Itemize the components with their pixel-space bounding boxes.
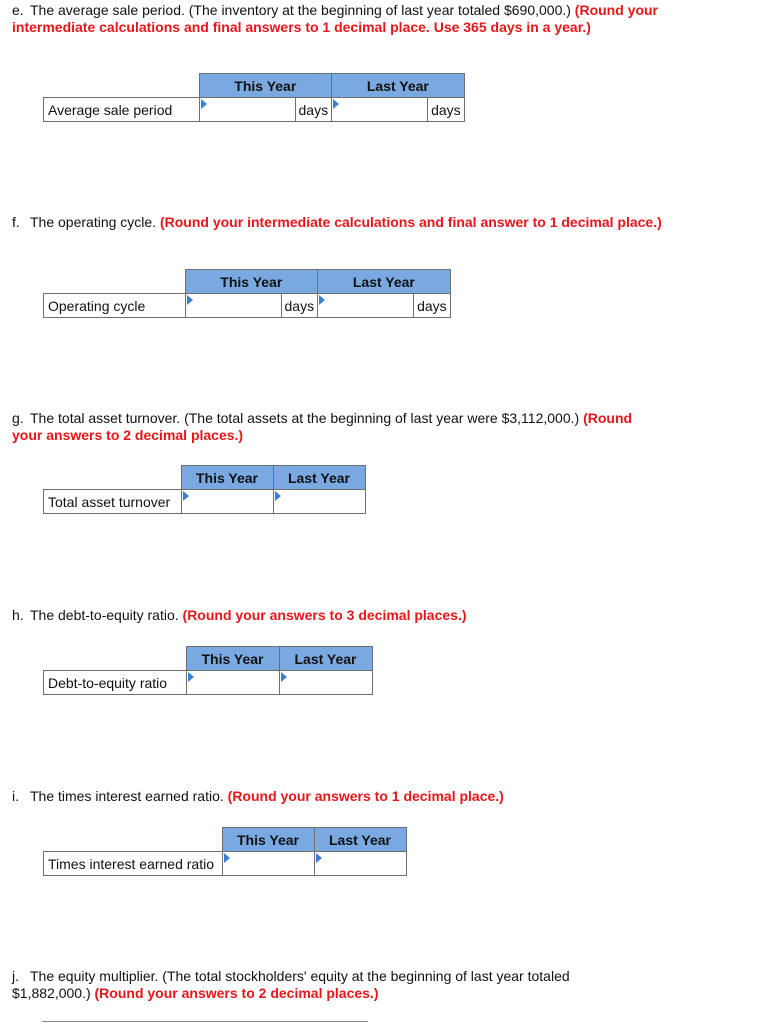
unit-label: days — [281, 294, 318, 318]
unit-label: days — [414, 294, 451, 318]
this-year-input[interactable] — [185, 294, 281, 318]
question-letter: f. — [12, 214, 20, 230]
col-header-this-year: This Year — [199, 74, 332, 98]
answer-table-g — [43, 465, 366, 514]
arrow-marker-icon — [319, 295, 325, 305]
answer-table-f — [43, 269, 451, 318]
question-i — [12, 788, 662, 805]
question-g — [12, 410, 662, 443]
last-year-input[interactable] — [318, 294, 414, 318]
question-f — [12, 214, 662, 231]
rounding-note: (Round your answers to 3 decimal places.) — [182, 607, 467, 623]
col-header-this-year: This Year — [222, 828, 314, 852]
arrow-marker-icon — [183, 491, 189, 501]
row-label: Average sale period — [44, 98, 200, 122]
unit-label: days — [428, 98, 465, 122]
last-year-input[interactable] — [273, 490, 365, 514]
question-letter: i. — [12, 788, 19, 804]
arrow-marker-icon — [316, 853, 322, 863]
question-j — [12, 968, 652, 1001]
arrow-marker-icon — [224, 853, 230, 863]
question-letter: g. — [12, 410, 24, 426]
col-header-last-year: Last Year — [314, 828, 406, 852]
table-top-border — [42, 1021, 368, 1022]
arrow-marker-icon — [187, 295, 193, 305]
answer-table-i — [43, 827, 407, 876]
last-year-input[interactable] — [279, 671, 372, 695]
col-header-last-year: Last Year — [279, 647, 372, 671]
col-header-last-year: Last Year — [273, 466, 365, 490]
last-year-input[interactable] — [332, 98, 428, 122]
col-header-last-year: Last Year — [332, 74, 465, 98]
question-letter: j. — [12, 968, 19, 984]
arrow-marker-icon — [275, 491, 281, 501]
question-letter: e. — [12, 2, 24, 18]
question-letter: h. — [12, 607, 24, 623]
col-header-this-year: This Year — [185, 270, 318, 294]
this-year-input[interactable] — [199, 98, 295, 122]
col-header-this-year: This Year — [181, 466, 273, 490]
rounding-note: (Round your answers to 1 decimal place.) — [227, 788, 504, 804]
this-year-input[interactable] — [186, 671, 279, 695]
row-label: Debt-to-equity ratio — [44, 671, 187, 695]
question-e — [12, 2, 662, 35]
rounding-note: (Round your intermediate calculations and final answer to 1 decimal place.) — [159, 214, 662, 230]
question-text: The debt-to-equity ratio. — [30, 607, 179, 623]
last-year-input[interactable] — [314, 852, 406, 876]
question-text: The total asset turnover. (The total assets at the beginning of last year were $3,112,000.) — [30, 410, 580, 426]
this-year-input[interactable] — [222, 852, 314, 876]
rounding-note: (Round your answers to 2 decimal places.) — [12, 410, 633, 443]
row-label: Total asset turnover — [44, 490, 182, 514]
rounding-note: (Round your answers to 2 decimal places.) — [94, 984, 379, 1001]
arrow-marker-icon — [333, 99, 339, 109]
unit-label: days — [295, 98, 332, 122]
rounding-note: (Round your intermediate calculations and final answers to 1 decimal place. Use 365 days in a year.) — [12, 2, 659, 35]
row-label: Operating cycle — [44, 294, 186, 318]
question-h — [12, 607, 662, 624]
answer-table-h — [43, 646, 373, 695]
row-label: Times interest earned ratio — [44, 852, 223, 876]
question-text: The average sale period. (The inventory at the beginning of last year totaled $690,000.) — [30, 2, 571, 18]
question-text: The operating cycle. — [30, 214, 157, 230]
arrow-marker-icon — [281, 672, 287, 682]
this-year-input[interactable] — [181, 490, 273, 514]
col-header-this-year: This Year — [186, 647, 279, 671]
col-header-last-year: Last Year — [318, 270, 451, 294]
arrow-marker-icon — [188, 672, 194, 682]
question-text: The equity multiplier. (The total stockholders' equity at the beginning of last year totaled $1,882,000.) — [12, 968, 570, 1001]
answer-table-e — [43, 73, 465, 122]
question-text: The times interest earned ratio. — [30, 788, 224, 804]
arrow-marker-icon — [201, 99, 207, 109]
